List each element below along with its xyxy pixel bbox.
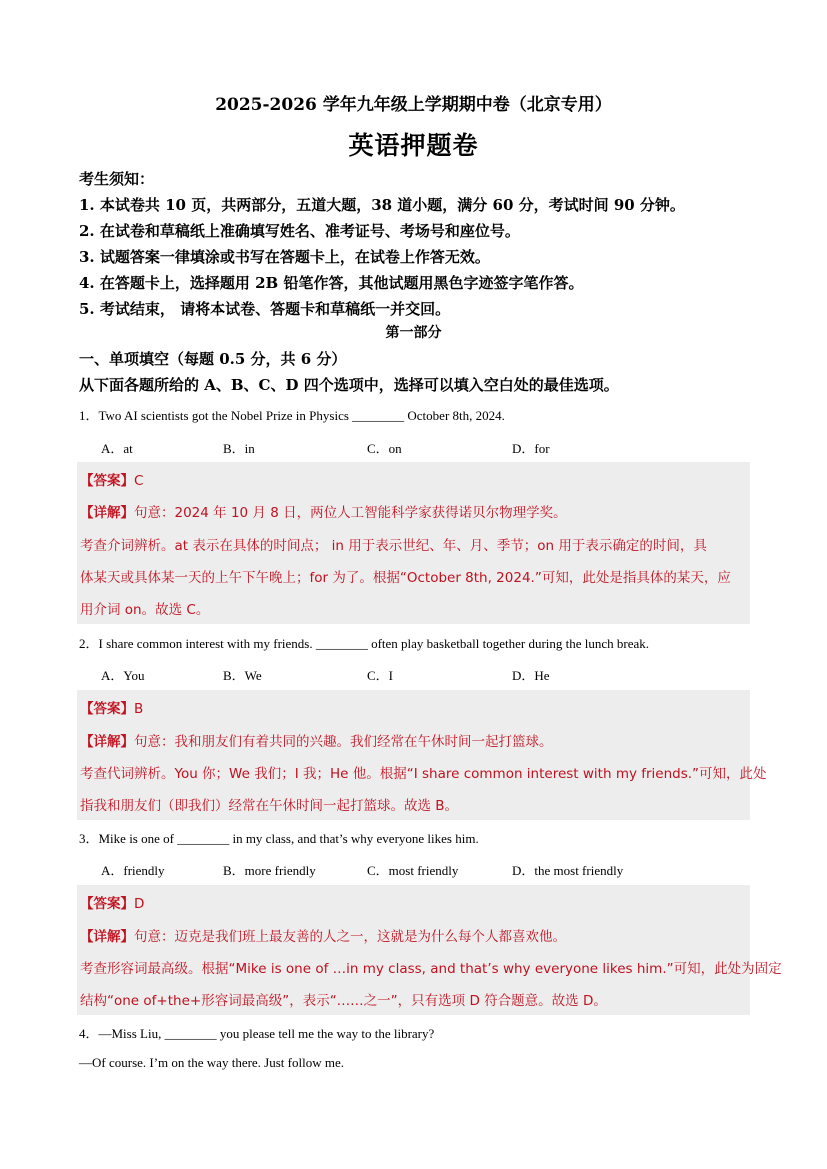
question-stem: 4．—Miss Liu, ________ you please tell me the way to the library?: [79, 1026, 435, 1041]
answer-box: [77, 690, 767, 820]
answer-label: 【答案】: [80, 896, 134, 912]
option-a: A．friendly: [101, 863, 165, 878]
answer-label: 【答案】: [80, 701, 134, 717]
detail-meaning: 句意：2024 年 10 月 8 日，两位人工智能科学家获得诺贝尔物理学奖。: [134, 505, 567, 521]
option-c: C．on: [367, 441, 402, 456]
option-b: B．more friendly: [223, 863, 316, 878]
analysis-line: 体某天或具体某一天的上午下午晚上；for 为了。根据“October 8th, 2024.”可知，此处是指具体的某天，应: [80, 570, 731, 586]
exam-title: 2025-2026 学年九年级上学期期中卷（北京专用）: [215, 95, 612, 115]
main-title: 英语押题卷: [348, 131, 479, 160]
detail-meaning: 句意：迈克是我们班上最友善的人之一，这就是为什么每个人都喜欢他。: [134, 929, 566, 945]
option-d: D．the most friendly: [512, 863, 624, 878]
notice-item: 2. 在试卷和草稿纸上准确填写姓名、准考证号、考场号和座位号。: [79, 222, 520, 240]
analysis-line: 用介词 on。故选 C。: [80, 602, 210, 618]
analysis-line: 指我和朋友们（即我们）经常在午休时间一起打篮球。故选 B。: [80, 798, 459, 814]
question-stem: 1．Two AI scientists got the Nobel Prize in Physics ________ October 8th, 2024.: [79, 408, 505, 423]
notice-item: 1. 本试卷共 10 页，共两部分，五道大题，38 道小题，满分 60 分，考试时间 90 分钟。: [79, 196, 685, 214]
detail-line: [80, 730, 553, 750]
option-a: A．at: [101, 441, 133, 456]
notice-item: 4. 在答题卡上，选择题用 2B 铅笔作答，其他试题用黑色字迹签字笔作答。: [79, 274, 584, 292]
answer-line: [80, 892, 144, 912]
notice-item: 3. 试题答案一律填涂或书写在答题卡上，在试卷上作答无效。: [79, 248, 490, 266]
detail-meaning: 句意：我和朋友们有着共同的兴趣。我们经常在午休时间一起打篮球。: [134, 734, 553, 750]
answer-line: [80, 469, 143, 489]
detail-label: 【详解】: [80, 505, 134, 521]
question-stem: 2．I share common interest with my friends. ________ often play basketball together during the lunch break.: [79, 636, 650, 651]
answer-line: [80, 697, 143, 717]
notice-label: 考生须知：: [79, 170, 155, 188]
option-c: C．most friendly: [367, 863, 459, 878]
notice-item: 5. 考试结束， 请将本试卷、答题卡和草稿纸一并交回。: [79, 300, 451, 318]
detail-label: 【详解】: [80, 929, 134, 945]
analysis-line: 结构“one of+the+形容词最高级”，表示“……之一”，只有选项 D 符合题意。故选 D。: [80, 993, 607, 1009]
answer-box: [77, 885, 782, 1015]
answer-value: C: [134, 473, 144, 489]
part-title: 第一部分: [385, 325, 442, 341]
detail-label: 【详解】: [80, 734, 134, 750]
answer-label: 【答案】: [80, 473, 134, 489]
option-b: B．in: [223, 441, 255, 456]
question-stem: 3．Mike is one of ________ in my class, and that’s why everyone likes him.: [79, 831, 479, 846]
analysis-line: 考查形容词最高级。根据“Mike is one of …in my class, and that’s why everyone likes him.”可知，此处为固定: [80, 961, 782, 977]
answer-value: B: [134, 701, 144, 717]
answer-box: [77, 462, 750, 624]
option-d: D．for: [512, 441, 550, 456]
detail-line: [80, 501, 567, 521]
option-c: C．I: [367, 668, 394, 683]
answer-value: D: [134, 896, 145, 912]
analysis-line: 考查代词辨析。You 你；We 我们；I 我；He 他。根据“I share common interest with my friends.”可知，此处: [80, 766, 767, 782]
option-a: A．You: [101, 668, 145, 683]
analysis-line: 考查介词辨析。at 表示在具体的时间点； in 用于表示世纪、年、月、季节；on 用于表示确定的时间，具: [80, 538, 707, 554]
detail-line: [80, 925, 566, 945]
option-b: B．We: [223, 668, 262, 683]
question-reply: —Of course. I’m on the way there. Just follow me.: [79, 1055, 344, 1070]
section-title: 一、单项填空（每题 0.5 分，共 6 分）: [79, 350, 347, 368]
option-d: D．He: [512, 668, 550, 683]
section-instruction: 从下面各题所给的 A、B、C、D 四个选项中，选择可以填入空白处的最佳选项。: [79, 376, 619, 394]
